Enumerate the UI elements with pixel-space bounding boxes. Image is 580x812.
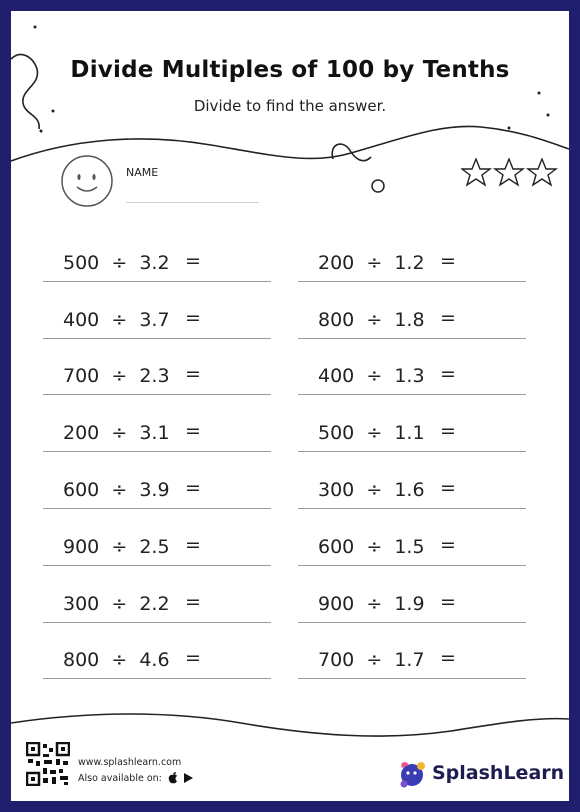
problem-row (43, 237, 271, 282)
problem-expression: 700 ÷ 1.7 (318, 649, 425, 671)
problem-row (298, 634, 526, 679)
equals-sign: = (440, 307, 456, 329)
problem-expression: 200 ÷ 3.1 (63, 422, 170, 444)
dot (538, 92, 541, 95)
equals-sign: = (185, 534, 201, 556)
problem-expression: 200 ÷ 1.2 (318, 252, 425, 274)
worksheet-page (11, 11, 569, 801)
problem-expression: 500 ÷ 1.1 (318, 422, 425, 444)
problem-row (43, 350, 271, 395)
equals-sign: = (185, 420, 201, 442)
dot (508, 127, 511, 130)
dot (34, 26, 37, 29)
apple-icon[interactable] (169, 772, 177, 783)
equals-sign: = (440, 534, 456, 556)
problem-expression: 400 ÷ 1.3 (318, 365, 425, 387)
small-circle (372, 180, 384, 192)
problem-expression: 800 ÷ 4.6 (63, 649, 170, 671)
problem-row (43, 634, 271, 679)
qr-code-icon (26, 742, 70, 786)
equals-sign: = (185, 591, 201, 613)
brand-name: SplashLearn (432, 762, 565, 784)
star-rating-icon (461, 158, 561, 188)
problem-row (43, 521, 271, 566)
smiley-face-icon (61, 153, 113, 209)
equals-sign: = (440, 477, 456, 499)
problem-row (43, 294, 271, 339)
problem-expression: 900 ÷ 2.5 (63, 536, 170, 558)
equals-sign: = (440, 591, 456, 613)
equals-sign: = (185, 477, 201, 499)
page-title: Divide Multiples of 100 by Tenths (70, 57, 510, 83)
equals-sign: = (440, 363, 456, 385)
footer-available-text: Also available on: (78, 773, 162, 784)
equals-sign: = (440, 647, 456, 669)
problem-row (298, 294, 526, 339)
splashlearn-logo-icon (396, 758, 428, 790)
decorative-background (11, 11, 569, 801)
equals-sign: = (185, 250, 201, 272)
footer-url[interactable]: www.splashlearn.com (78, 757, 182, 768)
name-label: NAME (126, 166, 159, 179)
problem-expression: 300 ÷ 1.6 (318, 479, 425, 501)
problem-expression: 400 ÷ 3.7 (63, 309, 170, 331)
name-input-line[interactable] (126, 202, 259, 203)
problem-row (298, 578, 526, 623)
store-icons (167, 771, 197, 785)
instructions: Divide to find the answer. (193, 97, 387, 115)
problem-expression: 900 ÷ 1.9 (318, 593, 425, 615)
equals-sign: = (440, 420, 456, 442)
footer-curve (11, 714, 569, 736)
problem-expression: 300 ÷ 2.2 (63, 593, 170, 615)
equals-sign: = (440, 250, 456, 272)
equals-sign: = (185, 363, 201, 385)
problem-row (298, 237, 526, 282)
problem-expression: 700 ÷ 2.3 (63, 365, 170, 387)
equals-sign: = (185, 307, 201, 329)
problem-row (298, 407, 526, 452)
problem-expression: 600 ÷ 1.5 (318, 536, 425, 558)
equals-sign: = (185, 647, 201, 669)
problem-row (298, 521, 526, 566)
problem-expression: 500 ÷ 3.2 (63, 252, 170, 274)
problem-row (298, 350, 526, 395)
problem-row (298, 464, 526, 509)
problem-expression: 600 ÷ 3.9 (63, 479, 170, 501)
problem-row (43, 464, 271, 509)
problem-row (43, 578, 271, 623)
problem-expression: 800 ÷ 1.8 (318, 309, 425, 331)
squiggle (332, 144, 371, 161)
play-store-icon[interactable] (184, 773, 193, 783)
dot (40, 130, 43, 133)
problem-row (43, 407, 271, 452)
